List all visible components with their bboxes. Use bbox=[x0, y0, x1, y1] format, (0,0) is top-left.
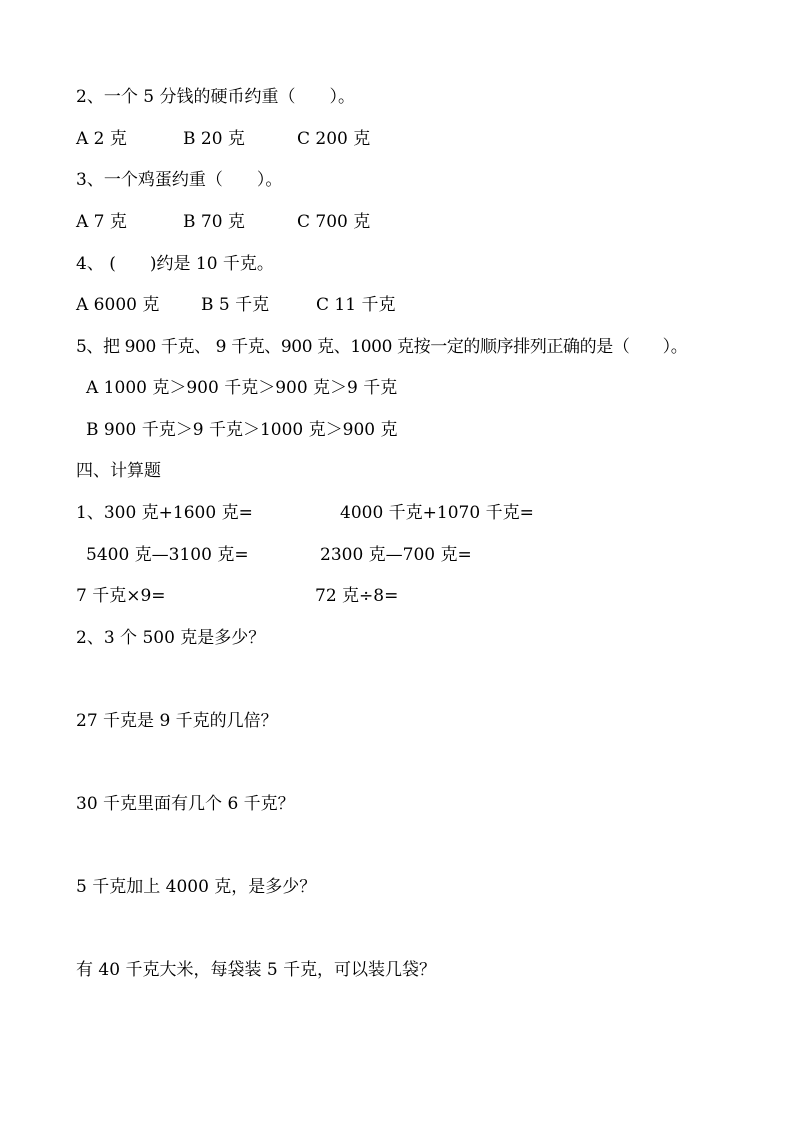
word-problem-1: 2、3 个 500 克是多少？ bbox=[76, 628, 266, 648]
question-5-stem: 5、把 900 千克、 9 千克、900 克、1000 克按一定的顺序排列正确的是（ ）。 bbox=[76, 337, 688, 357]
question-4-option-b: B 5 千克 bbox=[201, 295, 270, 315]
calc-row-1-right: 4000 千克+1070 千克= bbox=[340, 503, 534, 523]
word-problem-5: 有 40 千克大米，每袋装 5 千克，可以装几袋？ bbox=[76, 960, 437, 980]
question-4-stem: 4、 ( )约是 10 千克。 bbox=[76, 254, 274, 274]
word-problem-4: 5 千克加上 4000 克，是多少？ bbox=[76, 877, 317, 897]
section-4-title: 四、计算题 bbox=[76, 461, 161, 481]
question-2-option-b: B 20 克 bbox=[183, 129, 245, 149]
word-problem-2: 27 千克是 9 千克的几倍？ bbox=[76, 711, 278, 731]
question-3-option-a: A 7 克 bbox=[76, 212, 127, 232]
calc-row-3-left: 7 千克×9= bbox=[76, 586, 166, 606]
question-2-stem: 2、一个 5 分钱的硬币约重（ ）。 bbox=[76, 87, 355, 107]
question-3-stem: 3、一个鸡蛋约重（ ）。 bbox=[76, 170, 283, 190]
word-problem-3: 30 千克里面有几个 6 千克？ bbox=[76, 794, 295, 814]
question-5-option-b: B 900 千克＞9 千克＞1000 克＞900 克 bbox=[86, 420, 398, 440]
calc-row-2-left: 5400 克—3100 克= bbox=[86, 545, 249, 565]
question-5-option-a: A 1000 克＞900 千克＞900 克＞9 千克 bbox=[86, 378, 398, 398]
question-2-option-a: A 2 克 bbox=[76, 129, 127, 149]
question-3-option-b: B 70 克 bbox=[183, 212, 245, 232]
question-3-option-c: C 700 克 bbox=[297, 212, 371, 232]
question-4-option-a: A 6000 克 bbox=[76, 295, 160, 315]
calc-row-2-right: 2300 克—700 克= bbox=[320, 545, 472, 565]
question-4-option-c: C 11 千克 bbox=[316, 295, 396, 315]
question-2-option-c: C 200 克 bbox=[297, 129, 371, 149]
calc-row-1-left: 1、300 克+1600 克= bbox=[76, 503, 253, 523]
calc-row-3-right: 72 克÷8= bbox=[315, 586, 399, 606]
